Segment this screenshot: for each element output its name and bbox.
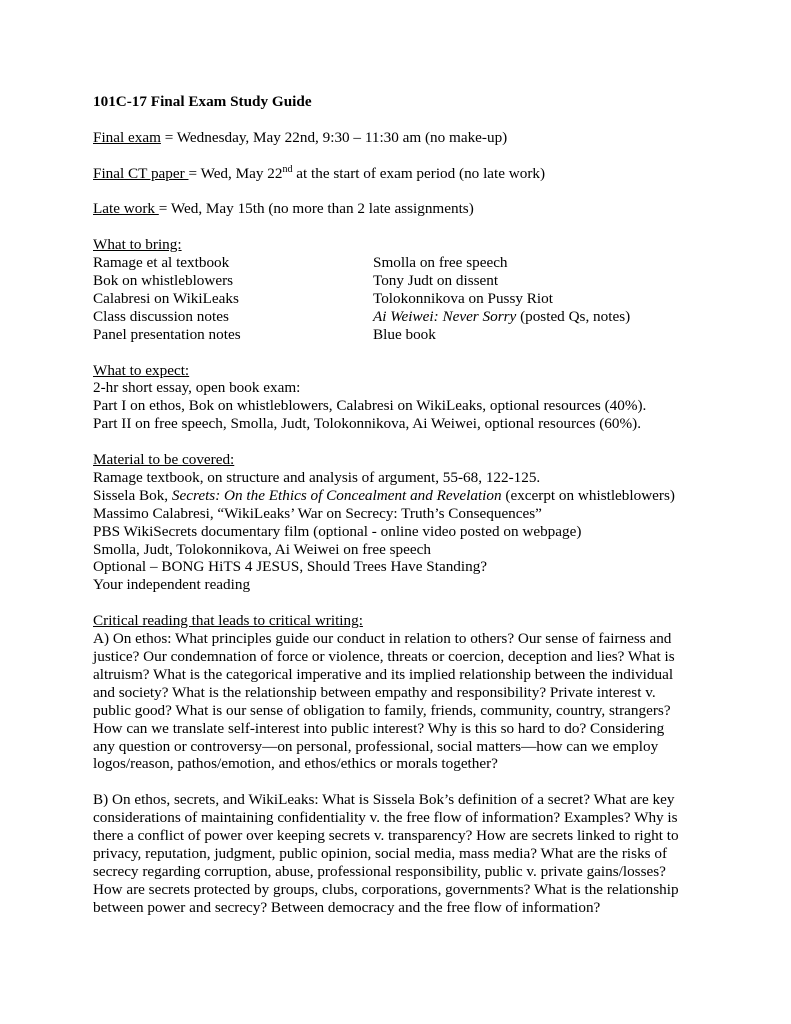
paragraph-line: considerations of maintaining confidentiality v. the free flow of information? Examples? Why is (93, 809, 678, 827)
covered-line: Smolla, Judt, Tolokonnikova, Ai Weiwei on free speech (93, 540, 431, 558)
paragraph-line: privacy, reputation, judgment, public opinion, social media, mass media? What are the risks of (93, 844, 668, 862)
bring-list (93, 254, 733, 344)
bring-item: Smolla on free speech (373, 254, 508, 272)
paragraph-line: justice? Our condemnation of force or violence, threats or coercion, deception and lies? What is (93, 647, 675, 665)
bring-left-column (93, 254, 373, 344)
covered-line: Massimo Calabresi, “WikiLeaks’ War on Secrecy: Truth’s Consequences” (93, 504, 542, 522)
covered-heading: Material to be covered: (93, 451, 235, 469)
bring-item (373, 308, 733, 326)
final-exam-label: Final exam (93, 128, 161, 146)
covered-bok-author: Sissela Bok, (93, 486, 172, 504)
final-exam-line (93, 129, 733, 147)
bring-item: Calabresi on WikiLeaks (93, 289, 239, 307)
covered-line: Your independent reading (93, 576, 251, 594)
bring-item: Ramage et al textbook (93, 254, 230, 272)
final-ct-pre: = Wed, May 22 (188, 164, 283, 182)
paragraph-line: there a conflict of power over keeping secrets v. transparency? How are secrets linked to right to (93, 827, 679, 845)
late-work-label: Late work (93, 200, 159, 218)
expect-line: Part I on ethos, Bok on whistleblowers, Calabresi on WikiLeaks, optional resources (40%). (93, 397, 647, 415)
final-exam-text: = Wednesday, May 22nd, 9:30 – 11:30 am (no make-up) (160, 128, 508, 146)
covered-bok-note: (excerpt on whistleblowers) (501, 486, 675, 504)
critical-heading: Critical reading that leads to critical writing: (93, 612, 363, 630)
bring-item: Bok on whistleblowers (93, 272, 234, 289)
final-ct-label: Final CT paper (93, 164, 189, 182)
late-work-text: = Wed, May 15th (no more than 2 late assignments) (158, 200, 474, 218)
covered-line: Optional – BONG HiTS 4 JESUS, Should Trees Have Standing? (93, 558, 488, 576)
expect-line: 2-hr short essay, open book exam: (93, 379, 301, 397)
bring-heading: What to bring: (93, 236, 182, 254)
critical-paragraph-a (93, 630, 733, 773)
covered-line: Ramage textbook, on structure and analysis of argument, 55-68, 122-125. (93, 468, 541, 486)
paragraph-line: and society? What is the relationship between empathy and responsibility? Private interest v. (93, 683, 656, 701)
paragraph-line: B) On ethos, secrets, and WikiLeaks: What is Sissela Bok’s definition of a secret? What are key (93, 791, 675, 809)
bring-item: Tolokonnikova on Pussy Riot (373, 289, 553, 307)
bring-item: Class discussion notes (93, 307, 229, 325)
bring-item-film-title: Ai Weiwei: Never Sorry (373, 307, 517, 325)
expect-heading: What to expect: (93, 361, 190, 379)
study-guide-page (93, 93, 733, 917)
paragraph-line: How can we translate self-interest into public interest? Why is this so hard to do? Considering (93, 719, 665, 737)
bring-item: Panel presentation notes (93, 325, 241, 343)
expect-line: Part II on free speech, Smolla, Judt, Tolokonnikova, Ai Weiwei, optional resources (60%). (93, 415, 642, 433)
final-ct-sup: nd (282, 163, 293, 175)
final-ct-post: at the start of exam period (no late work) (292, 164, 546, 182)
paragraph-line: secrecy regarding corruption, abuse, professional responsibility, public v. private gains/losses? (93, 862, 666, 880)
covered-bok-title: Secrets: On the Ethics of Concealment and Revelation (171, 486, 502, 504)
bring-item-film-note: (posted Qs, notes) (516, 307, 631, 325)
paragraph-line: any question or controversy—on personal, professional, social matters—how can we employ (93, 737, 659, 755)
bring-item: Tony Judt on dissent (373, 272, 499, 289)
bring-right-column (373, 254, 733, 344)
paragraph-line: public good? What is our sense of obligation to family, friends, community, country, strangers? (93, 701, 671, 719)
document-title: 101C-17 Final Exam Study Guide (93, 93, 312, 110)
paragraph-line: How are secrets protected by groups, clubs, corporations, governments? What is the relationship (93, 880, 679, 898)
covered-line: PBS WikiSecrets documentary film (optional - online video posted on webpage) (93, 522, 582, 540)
paragraph-line: altruism? What is the categorical imperative and its implied relationship between the individual (93, 665, 674, 683)
paragraph-line: A) On ethos: What principles guide our conduct in relation to others? Our sense of fairness and (93, 630, 672, 648)
paragraph-line: between power and secrecy? Between democracy and the free flow of information? (93, 898, 601, 916)
final-ct-line (93, 165, 733, 183)
paragraph-line: logos/reason, pathos/emotion, and ethos/ethics or morals together? (93, 755, 498, 773)
critical-paragraph-b (93, 791, 733, 916)
late-work-line (93, 200, 733, 218)
covered-line (93, 487, 733, 505)
bring-item: Blue book (373, 325, 436, 343)
